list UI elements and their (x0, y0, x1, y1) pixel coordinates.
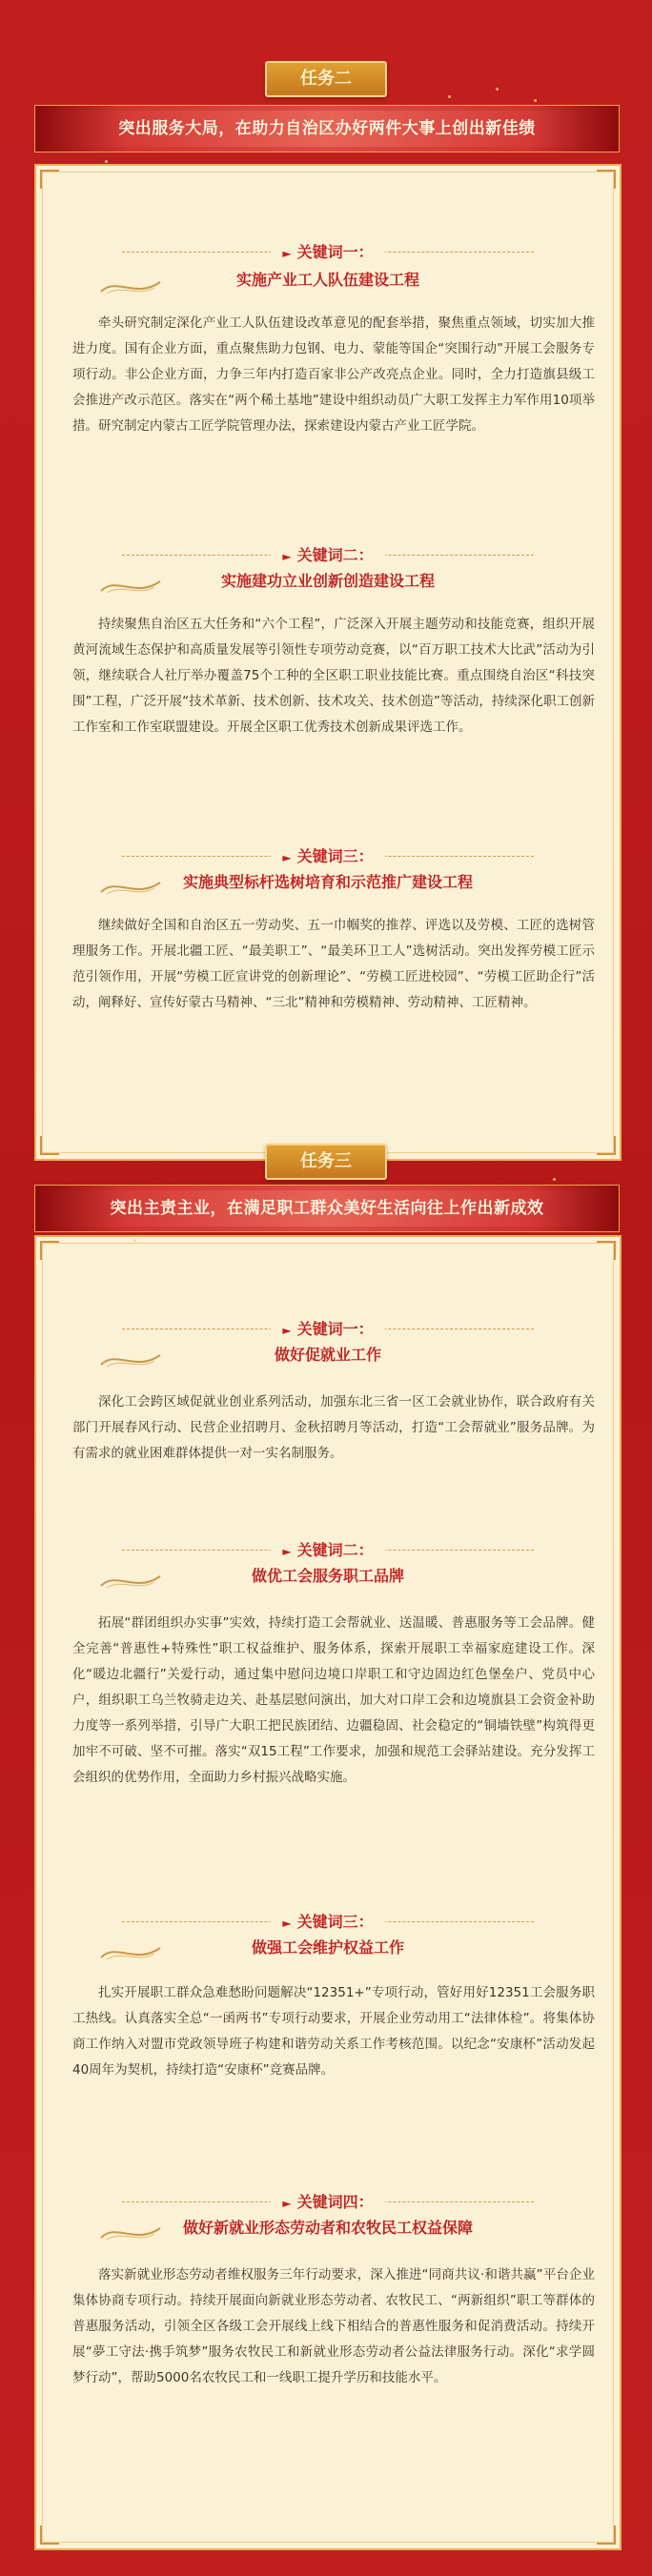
keyword-label-text: 关键词一： (296, 243, 374, 261)
arrow-icon: ► (282, 550, 292, 563)
keyword-label (271, 240, 384, 266)
corner-ornament (597, 170, 616, 189)
keyword-title: 做好促就业工作 (274, 1346, 381, 1364)
keyword-paragraph: 深化工会跨区域促就业创业系列活动，加强东北三省一区工会就业协作，联合政府有关部门开展春风行动、民营企业招聘月、金秋招聘月等活动，打造“工会帮就业”服务品牌。为有需求的就业困难群体提供一对一实名制服务。 (72, 1394, 595, 1461)
arrow-icon: ► (282, 247, 292, 260)
keyword-label (271, 1317, 384, 1343)
keyword-header (36, 844, 620, 869)
keyword-title: 实施建功立业创新创造建设工程 (220, 572, 435, 590)
keyword-paragraph: 牵头研究制定深化产业工人队伍建设改革意见的配套举措，聚焦重点领域，切实加大推进力度。国有企业方面，重点聚焦助力包钢、电力、蒙能等国企“突围行动”开展工会服务专项行动。非公企业方面，力争三年内打造百家非公产改亮点企业。同时，全力打造旗县级工会推进产改示范区。落实在“两个稀土基地”建设中组织动员广大职工发挥主力军作用10项举措。研究制定内蒙古工匠学院管理办法，探索建设内蒙古产业工匠学院。 (72, 315, 595, 434)
keyword-label (271, 1910, 384, 1936)
keyword-header (36, 2190, 620, 2215)
task3-banner-text: 突出主责主业，在满足职工群众美好生活向往上作出新成效 (47, 1190, 607, 1227)
corner-ornament (597, 1136, 616, 1155)
arrow-icon: ► (282, 1324, 292, 1337)
corner-ornament (40, 1136, 59, 1155)
arrow-icon: ► (282, 851, 292, 864)
sparkle-decoration (105, 160, 108, 163)
keyword-header (36, 1910, 620, 1935)
keyword-header (36, 1538, 620, 1563)
arrow-icon: ► (282, 1917, 292, 1930)
arrow-icon: ► (282, 1545, 292, 1558)
keyword-title: 做强工会维护权益工作 (251, 1938, 404, 1957)
task2-banner-text: 突出服务大局，在助力自治区办好两件大事上创出新佳绩 (47, 111, 607, 147)
corner-ornament (597, 2525, 616, 2545)
keyword-paragraph: 持续聚焦自治区五大任务和“六个工程”，广泛深入开展主题劳动和技能竞赛，组织开展黄河流域生态保护和高质量发展等引领性专项劳动竞赛，以“百万职工技术大比武”活动为引领，继续联合人社厅举办覆盖75个工种的全区职工职业技能比赛。重点围绕自治区“科技突围”工程，广泛开展“技术革新、技术创新、技术攻关、技术创造”等活动，持续深化职工创新工作室和工作室联盟建设。开展全区职工优秀技术创新成果评选工作。 (72, 617, 595, 735)
corner-ornament (40, 2525, 59, 2545)
arrow-icon: ► (282, 2197, 292, 2210)
keyword-header (36, 240, 620, 265)
task2-banner (34, 105, 620, 152)
task2-card (34, 164, 621, 1161)
sparkle-decoration (133, 1239, 136, 1242)
keyword-label (271, 543, 384, 569)
task3-tag: 任务三 (265, 1144, 387, 1180)
sparkle-decoration (448, 95, 451, 98)
keyword-paragraph: 扎实开展职工群众急难愁盼问题解决“12351+”专项行动，管好用好12351工会服务职工热线。认真落实全总“一函两书”专项行动要求，开展企业劳动用工“法律体检”。将集体协商工作纳入对盟市党政领导班子构建和谐劳动关系工作考核范围。以纪念“安康杯”活动发起40周年为契机，持续打造“安康杯”竞赛品牌。 (72, 1985, 595, 2078)
task3-card (34, 1235, 621, 2550)
keyword-label-text: 关键词二： (296, 546, 374, 564)
keyword-label-text: 关键词三： (296, 1913, 374, 1931)
corner-ornament (597, 1241, 616, 1260)
keyword-label (271, 844, 384, 870)
corner-ornament (40, 1241, 59, 1260)
keyword-title: 做好新就业形态劳动者和农牧民工权益保障 (182, 2219, 473, 2237)
sparkle-decoration (553, 1178, 556, 1181)
keyword-title: 实施产业工人队伍建设工程 (235, 271, 419, 289)
keyword-paragraph: 落实新就业形态劳动者维权服务三年行动要求，深入推进“同商共议·和谐共赢”平台企业集体协商专项行动。持续开展面向新就业形态劳动者、农牧民工、“两新组织”职工等群体的普惠服务活动，引领全区各级工会开展线上线下相结合的普惠性服务和促消费活动。持续开展“夢工守法·携手筑梦”服务农牧民工和新就业形态劳动者公益法律服务行动。深化“求学圆梦行动”，帮助5000名农牧民工和一线职工提升学历和技能水平。 (72, 2267, 595, 2385)
keyword-label-text: 关键词二： (296, 1541, 374, 1559)
sparkle-decoration (496, 88, 499, 91)
keyword-label (271, 2190, 384, 2216)
keyword-paragraph: 继续做好全国和自治区五一劳动奖、五一巾帼奖的推荐、评选以及劳模、工匠的选树管理服务工作。开展北疆工匠、“最美职工”、“最美环卫工人”选树活动。突出发挥劳模工匠示范引领作用，开展“劳模工匠宣讲党的创新理论”、“劳模工匠进校园”、“劳模工匠助企行”活动，阐释好、宣传好蒙古马精神、“三北”精神和劳模精神、劳动精神、工匠精神。 (72, 918, 595, 1010)
corner-ornament (40, 170, 59, 189)
sparkle-decoration (534, 99, 537, 102)
task2-tag: 任务二 (265, 61, 387, 97)
keyword-paragraph: 拓展“群团组织办实事”实效，持续打造工会帮就业、送温暖、普惠服务等工会品牌。健全完善“普惠性+特殊性”职工权益维护、服务体系，探索开展职工幸福家庭建设工作。深化“暖边北疆行”关爱行动，通过集中慰问边境口岸职工和守边固边红色堡垒户、党员中心户，组织职工乌兰牧骑走边关、赴基层慰问演出，加大对口岸工会和边境旗县工会资金补助力度等一系列举措，引导广大职工把民族团结、边疆稳固、社会稳定的“铜墙铁壁”构筑得更加牢不可破、坚不可摧。落实“双15工程”工作要求，加强和规范工会驿站建设。充分发挥工会组织的优势作用，全面助力乡村振兴战略实施。 (72, 1615, 595, 1785)
keyword-title: 实施典型标杆选树培育和示范推广建设工程 (182, 873, 473, 891)
keyword-label-text: 关键词一： (296, 1320, 374, 1338)
keyword-header (36, 543, 620, 568)
keyword-title: 做优工会服务职工品牌 (251, 1567, 404, 1585)
keyword-header (36, 1317, 620, 1342)
keyword-label-text: 关键词四： (296, 2193, 374, 2211)
keyword-label-text: 关键词三： (296, 847, 374, 865)
task3-banner (34, 1185, 620, 1232)
keyword-label (271, 1538, 384, 1564)
